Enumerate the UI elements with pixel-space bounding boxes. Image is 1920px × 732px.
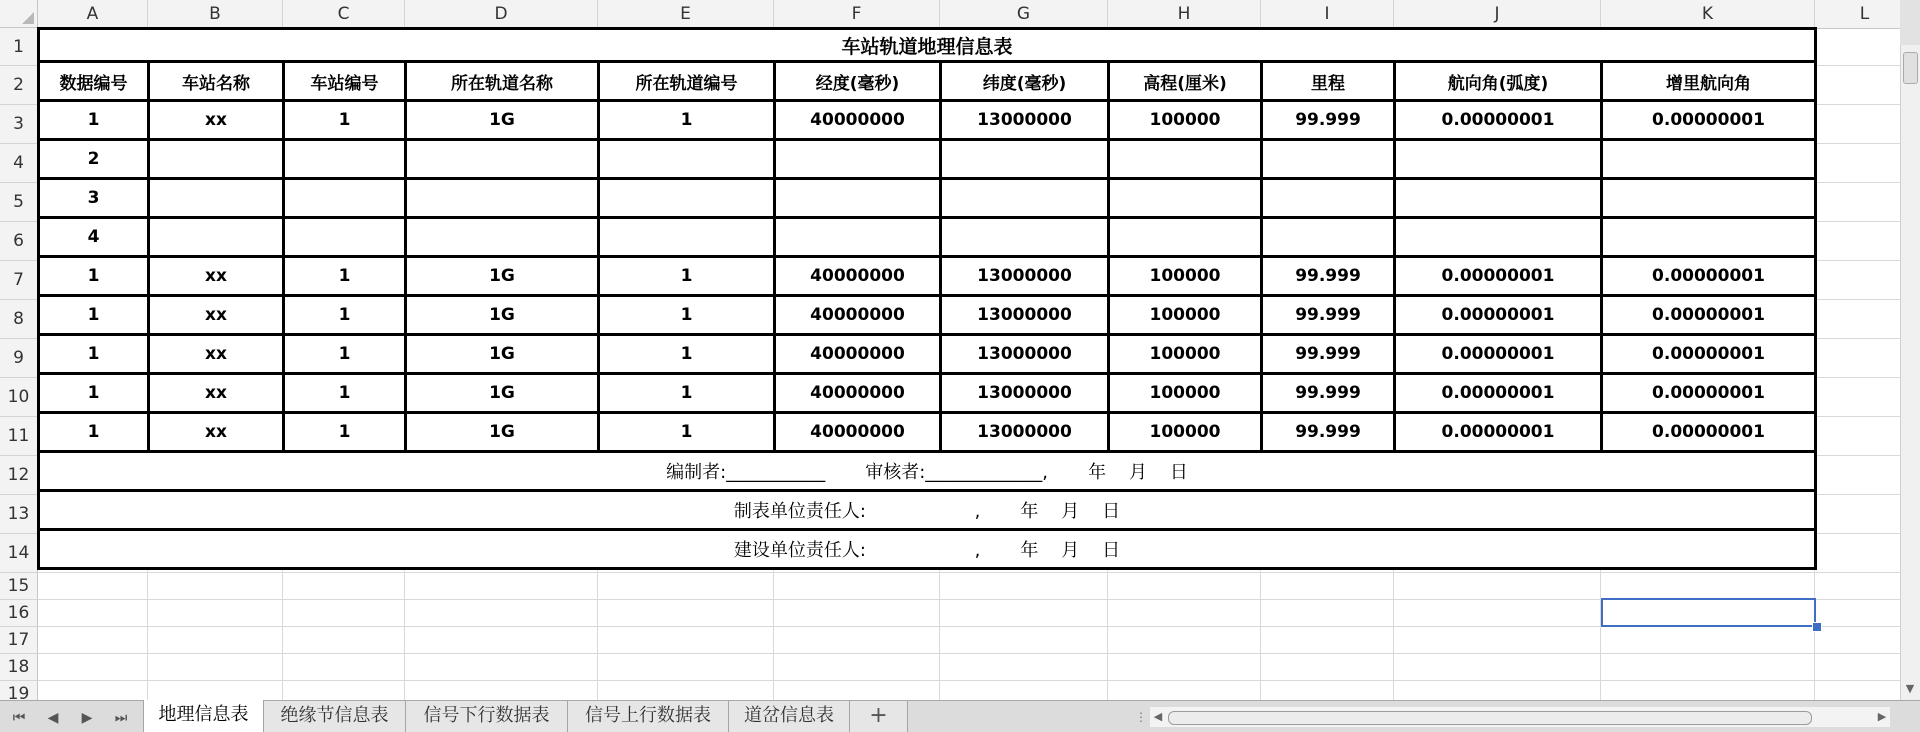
data-cell-j6[interactable]: [1395, 218, 1602, 257]
row-header-8[interactable]: 8: [0, 300, 38, 339]
last-sheet-icon[interactable]: ⏭: [114, 710, 128, 726]
vertical-scroll-thumb[interactable]: [1903, 52, 1918, 84]
data-cell-f11[interactable]: 40000000: [775, 413, 941, 452]
row-header-19[interactable]: 19: [0, 681, 38, 700]
data-cell-b3[interactable]: xx: [149, 101, 284, 140]
row-header-3[interactable]: 3: [0, 105, 38, 144]
data-cell-d5[interactable]: [406, 179, 599, 218]
data-cell-k5[interactable]: [1602, 179, 1816, 218]
data-cell-f4[interactable]: [775, 140, 941, 179]
signature-row-construction-unit[interactable]: 建设单位责任人: , 年 月 日: [39, 530, 1816, 569]
data-cell-b4[interactable]: [149, 140, 284, 179]
data-cell-h11[interactable]: 100000: [1109, 413, 1262, 452]
header-cell-a[interactable]: 数据编号: [39, 62, 149, 101]
data-cell-e7[interactable]: 1: [599, 257, 775, 296]
header-cell-k[interactable]: 增里航向角: [1602, 62, 1816, 101]
column-header-e[interactable]: E: [598, 0, 774, 28]
data-cell-e3[interactable]: 1: [599, 101, 775, 140]
column-header-i[interactable]: I: [1261, 0, 1394, 28]
table-row: [39, 101, 1816, 140]
scroll-down-arrow-icon[interactable]: ▼: [1905, 682, 1915, 695]
data-cell-g5[interactable]: [941, 179, 1109, 218]
data-cell-g8[interactable]: 13000000: [941, 296, 1109, 335]
data-cell-a5[interactable]: 3: [39, 179, 149, 218]
data-cell-a8[interactable]: 1: [39, 296, 149, 335]
tab-split-handle-icon[interactable]: ⋮: [1135, 710, 1147, 724]
data-cell-d10[interactable]: 1G: [406, 374, 599, 413]
row-header-2[interactable]: 2: [0, 66, 38, 105]
row-header-7[interactable]: 7: [0, 261, 38, 300]
data-cell-h4[interactable]: [1109, 140, 1262, 179]
column-header-l[interactable]: L: [1815, 0, 1915, 28]
horizontal-scroll-thumb[interactable]: [1168, 711, 1812, 725]
data-cell-i4[interactable]: [1262, 140, 1395, 179]
data-cell-g4[interactable]: [941, 140, 1109, 179]
data-cell-h8[interactable]: 100000: [1109, 296, 1262, 335]
data-cell-k8[interactable]: 0.00000001: [1602, 296, 1816, 335]
data-cell-c4[interactable]: [284, 140, 406, 179]
signature-row-tabulating-unit[interactable]: 制表单位责任人: , 年 月 日: [39, 491, 1816, 530]
data-cell-c9[interactable]: 1: [284, 335, 406, 374]
data-cell-b6[interactable]: [149, 218, 284, 257]
header-cell-c[interactable]: 车站编号: [284, 62, 406, 101]
data-cell-g11[interactable]: 13000000: [941, 413, 1109, 452]
row-header-1[interactable]: 1: [0, 28, 38, 66]
column-header-bar: [0, 0, 1900, 29]
table-row: [39, 140, 1816, 179]
fill-handle[interactable]: [1812, 622, 1822, 632]
data-cell-i9[interactable]: 99.999: [1262, 335, 1395, 374]
column-header-h[interactable]: H: [1108, 0, 1261, 28]
data-cell-c7[interactable]: 1: [284, 257, 406, 296]
data-cell-d6[interactable]: [406, 218, 599, 257]
data-cell-e5[interactable]: [599, 179, 775, 218]
row-header-12[interactable]: 12: [0, 456, 38, 495]
signature-row-prepared-reviewed[interactable]: 编制者:___________ 审核者:_____________, 年 月 日: [39, 452, 1816, 491]
data-cell-j9[interactable]: 0.00000001: [1395, 335, 1602, 374]
data-cell-k7[interactable]: 0.00000001: [1602, 257, 1816, 296]
gridline-horizontal: [38, 653, 1900, 654]
table-row: [39, 335, 1816, 374]
data-cell-e6[interactable]: [599, 218, 775, 257]
data-cell-c10[interactable]: 1: [284, 374, 406, 413]
data-cell-i6[interactable]: [1262, 218, 1395, 257]
table-header-row: [39, 62, 1816, 101]
row-header-10[interactable]: 10: [0, 378, 38, 417]
column-header-g[interactable]: G: [940, 0, 1108, 28]
data-cell-j4[interactable]: [1395, 140, 1602, 179]
data-cell-f6[interactable]: [775, 218, 941, 257]
data-cell-d3[interactable]: 1G: [406, 101, 599, 140]
header-cell-e[interactable]: 所在轨道编号: [599, 62, 775, 101]
data-cell-k10[interactable]: 0.00000001: [1602, 374, 1816, 413]
data-cell-i10[interactable]: 99.999: [1262, 374, 1395, 413]
selected-cell-k16[interactable]: [1601, 598, 1816, 627]
tab-geo-info[interactable]: 地理信息表: [143, 700, 264, 732]
data-cell-h6[interactable]: [1109, 218, 1262, 257]
data-cell-g9[interactable]: 13000000: [941, 335, 1109, 374]
data-cell-c11[interactable]: 1: [284, 413, 406, 452]
table-row: [39, 257, 1816, 296]
add-sheet-button[interactable]: +: [850, 701, 908, 732]
data-cell-b10[interactable]: xx: [149, 374, 284, 413]
gridline-horizontal: [38, 572, 1900, 573]
scroll-left-arrow-icon[interactable]: ◀: [1153, 710, 1163, 723]
data-cell-d8[interactable]: 1G: [406, 296, 599, 335]
tab-signal-up[interactable]: 信号上行数据表: [568, 701, 729, 732]
vertical-split-box[interactable]: [1900, 0, 1920, 45]
data-cell-d11[interactable]: 1G: [406, 413, 599, 452]
data-cell-j5[interactable]: [1395, 179, 1602, 218]
header-cell-g[interactable]: 纬度(毫秒): [941, 62, 1109, 101]
data-cell-g7[interactable]: 13000000: [941, 257, 1109, 296]
header-cell-b[interactable]: 车站名称: [149, 62, 284, 101]
data-cell-e9[interactable]: 1: [599, 335, 775, 374]
row-header-15[interactable]: 15: [0, 573, 38, 600]
data-cell-f10[interactable]: 40000000: [775, 374, 941, 413]
data-cell-b5[interactable]: [149, 179, 284, 218]
tab-insulation-joint[interactable]: 绝缘节信息表: [264, 701, 406, 732]
vertical-scrollbar[interactable]: [1900, 0, 1920, 700]
data-cell-i11[interactable]: 99.999: [1262, 413, 1395, 452]
data-cell-f3[interactable]: 40000000: [775, 101, 941, 140]
data-cell-j11[interactable]: 0.00000001: [1395, 413, 1602, 452]
column-header-c[interactable]: C: [283, 0, 405, 28]
first-sheet-icon[interactable]: ⏮: [12, 710, 26, 726]
data-cell-e10[interactable]: 1: [599, 374, 775, 413]
data-cell-c3[interactable]: 1: [284, 101, 406, 140]
data-cell-b9[interactable]: xx: [149, 335, 284, 374]
table-row: [39, 179, 1816, 218]
header-cell-d[interactable]: 所在轨道名称: [406, 62, 599, 101]
data-cell-a7[interactable]: 1: [39, 257, 149, 296]
prev-sheet-icon[interactable]: ◀: [47, 710, 59, 726]
data-cell-j10[interactable]: 0.00000001: [1395, 374, 1602, 413]
row-header-4[interactable]: 4: [0, 144, 38, 183]
data-cell-a3[interactable]: 1: [39, 101, 149, 140]
row-header-13[interactable]: 13: [0, 495, 38, 534]
data-cell-i7[interactable]: 99.999: [1262, 257, 1395, 296]
data-cell-a4[interactable]: 2: [39, 140, 149, 179]
data-cell-g6[interactable]: [941, 218, 1109, 257]
data-cell-e4[interactable]: [599, 140, 775, 179]
table-row: [39, 296, 1816, 335]
header-cell-i[interactable]: 里程: [1262, 62, 1395, 101]
column-header-a[interactable]: A: [38, 0, 148, 28]
station-track-table: [37, 27, 1817, 570]
gridline-horizontal: [38, 680, 1900, 681]
column-header-k[interactable]: K: [1601, 0, 1815, 28]
column-header-d[interactable]: D: [405, 0, 598, 28]
header-cell-h[interactable]: 高程(厘米): [1109, 62, 1262, 101]
table-title[interactable]: 车站轨道地理信息表: [39, 29, 1816, 62]
row-header-17[interactable]: 17: [0, 627, 38, 654]
tab-turnout-info[interactable]: 道岔信息表: [729, 701, 850, 732]
data-cell-e8[interactable]: 1: [599, 296, 775, 335]
row-header-11[interactable]: 11: [0, 417, 38, 456]
data-cell-b11[interactable]: xx: [149, 413, 284, 452]
row-header-5[interactable]: 5: [0, 183, 38, 222]
scroll-right-arrow-icon[interactable]: ▶: [1877, 710, 1887, 723]
data-cell-b8[interactable]: xx: [149, 296, 284, 335]
row-header-9[interactable]: 9: [0, 339, 38, 378]
row-header-14[interactable]: 14: [0, 534, 38, 573]
row-header-16[interactable]: 16: [0, 600, 38, 627]
data-cell-h5[interactable]: [1109, 179, 1262, 218]
data-cell-d4[interactable]: [406, 140, 599, 179]
data-cell-h9[interactable]: 100000: [1109, 335, 1262, 374]
data-cell-j7[interactable]: 0.00000001: [1395, 257, 1602, 296]
data-cell-f9[interactable]: 40000000: [775, 335, 941, 374]
data-cell-a6[interactable]: 4: [39, 218, 149, 257]
data-cell-a9[interactable]: 1: [39, 335, 149, 374]
column-header-f[interactable]: F: [774, 0, 940, 28]
row-header-6[interactable]: 6: [0, 222, 38, 261]
data-cell-d9[interactable]: 1G: [406, 335, 599, 374]
data-cell-j8[interactable]: 0.00000001: [1395, 296, 1602, 335]
data-cell-k3[interactable]: 0.00000001: [1602, 101, 1816, 140]
data-cell-b7[interactable]: xx: [149, 257, 284, 296]
data-cell-i5[interactable]: [1262, 179, 1395, 218]
data-cell-k6[interactable]: [1602, 218, 1816, 257]
data-cell-f5[interactable]: [775, 179, 941, 218]
data-cell-f8[interactable]: 40000000: [775, 296, 941, 335]
data-cell-c8[interactable]: 1: [284, 296, 406, 335]
row-header-18[interactable]: 18: [0, 654, 38, 681]
data-cell-i8[interactable]: 99.999: [1262, 296, 1395, 335]
table-row: [39, 374, 1816, 413]
data-cell-k11[interactable]: 0.00000001: [1602, 413, 1816, 452]
header-cell-f[interactable]: 经度(毫秒): [775, 62, 941, 101]
data-cell-a10[interactable]: 1: [39, 374, 149, 413]
data-cell-f7[interactable]: 40000000: [775, 257, 941, 296]
data-cell-a11[interactable]: 1: [39, 413, 149, 452]
data-cell-h3[interactable]: 100000: [1109, 101, 1262, 140]
data-cell-c6[interactable]: [284, 218, 406, 257]
data-cell-k9[interactable]: 0.00000001: [1602, 335, 1816, 374]
select-all-corner[interactable]: [0, 0, 38, 28]
data-cell-d7[interactable]: 1G: [406, 257, 599, 296]
data-cell-g3[interactable]: 13000000: [941, 101, 1109, 140]
tab-signal-down[interactable]: 信号下行数据表: [406, 701, 568, 732]
header-cell-j[interactable]: 航向角(弧度): [1395, 62, 1602, 101]
data-cell-g10[interactable]: 13000000: [941, 374, 1109, 413]
table-row: [39, 218, 1816, 257]
data-cell-h7[interactable]: 100000: [1109, 257, 1262, 296]
data-cell-j3[interactable]: 0.00000001: [1395, 101, 1602, 140]
data-cell-i3[interactable]: 99.999: [1262, 101, 1395, 140]
next-sheet-icon[interactable]: ▶: [81, 710, 93, 726]
data-cell-h10[interactable]: 100000: [1109, 374, 1262, 413]
data-cell-k4[interactable]: [1602, 140, 1816, 179]
table-row: [39, 413, 1816, 452]
data-cell-c5[interactable]: [284, 179, 406, 218]
column-header-j[interactable]: J: [1394, 0, 1601, 28]
column-header-b[interactable]: B: [148, 0, 283, 28]
data-cell-e11[interactable]: 1: [599, 413, 775, 452]
